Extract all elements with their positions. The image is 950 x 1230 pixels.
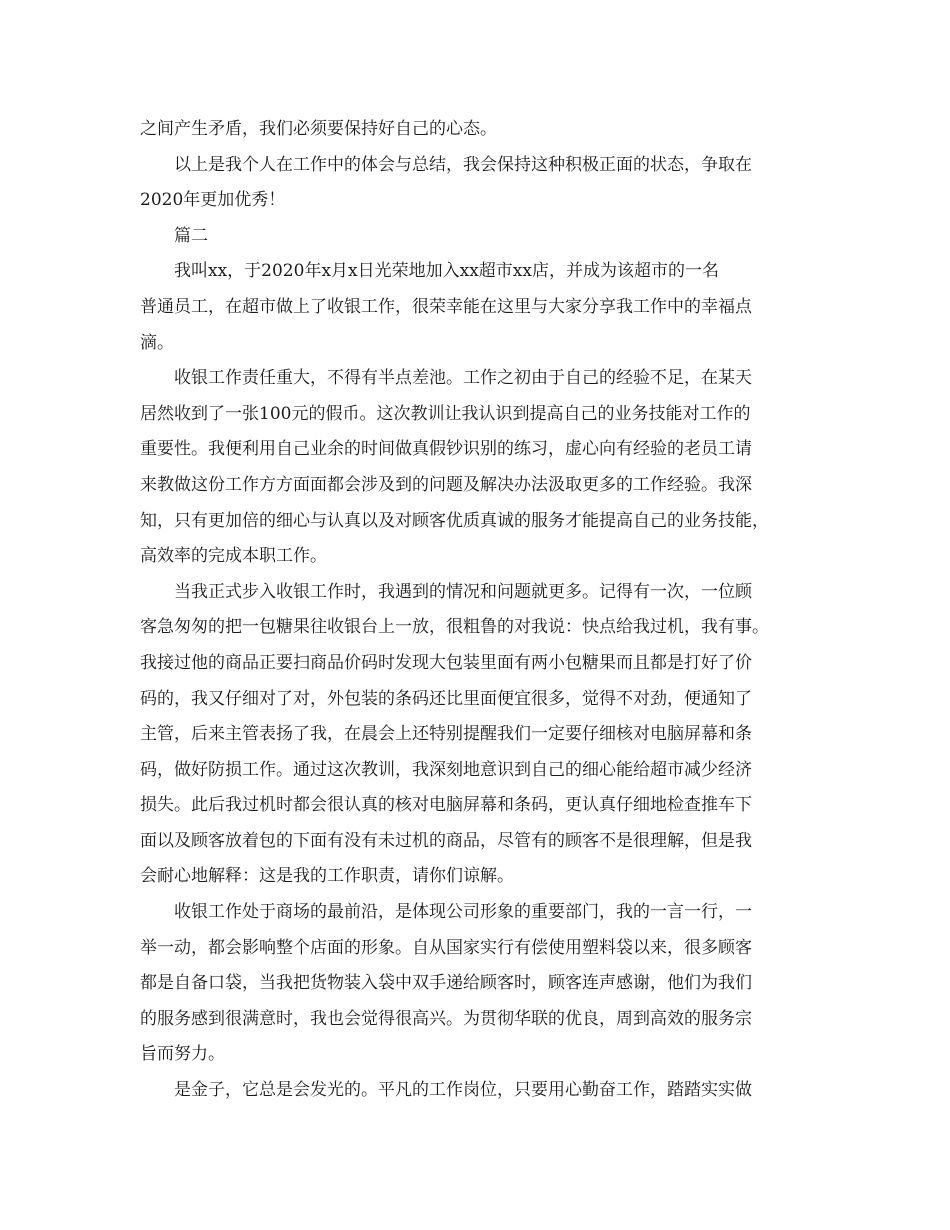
text-line: 居然收到了一张100元的假币。这次教训让我认识到提高自己的业务技能对工作的 [140, 403, 751, 424]
text-line: 重要性。我便利用自己业余的时间做真假钞识别的练习，虚心向有经验的老员工请 [140, 439, 752, 460]
paragraph-summary [140, 148, 820, 219]
text-line: 码的，我又仔细对了对，外包装的条码还比里面便宜很多，觉得不对劲，便通知了 [140, 688, 752, 709]
text-line: 我叫xx，于2020年x月x日光荣地加入xx超市xx店，并成为该超市的一名 [174, 261, 719, 282]
text-line: 知，只有更加倍的细心与认真以及对顾客优质真诚的服务才能提高自己的业务技能， [140, 510, 769, 531]
text-line: 我接过他的商品正要扫商品价码时发现大包装里面有两小包糖果而且都是打好了价 [140, 652, 752, 673]
text-line: 滴。 [140, 332, 174, 353]
text-line: 面以及顾客放着包的下面有没有未过机的商品，尽管有的顾客不是很理解，但是我 [140, 830, 752, 851]
text-line: 客急匆匆的把一包糖果往收银台上一放，很粗鲁的对我说：快点给我过机，我有事。 [140, 617, 769, 638]
text-line: 举一动，都会影响整个店面的形象。自从国家实行有偿使用塑料袋以来，很多顾客 [140, 937, 752, 958]
text-line: 主管，后来主管表扬了我，在晨会上还特别提醒我们一定要仔细核对电脑屏幕和条 [140, 724, 752, 745]
text-line: 以上是我个人在工作中的体会与总结，我会保持这种积极正面的状态，争取在 [174, 154, 752, 175]
paragraph-gold [140, 1073, 820, 1109]
text-line: 损失。此后我过机时都会很认真的核对电脑屏幕和条码，更认真仔细地检查推车下 [140, 795, 752, 816]
text-line: 高效率的完成本职工作。 [140, 546, 327, 567]
text-line: 会耐心地解释：这是我的工作职责，请你们谅解。 [140, 866, 514, 887]
paragraph-image [140, 895, 820, 1073]
text-line: 收银工作责任重大，不得有半点差池。工作之初由于自己的经验不足，在某天 [174, 368, 752, 389]
text-line: 收银工作处于商场的最前沿，是体现公司形象的重要部门，我的一言一行，一 [174, 902, 752, 923]
paragraph-responsibility [140, 361, 820, 575]
document-body [140, 112, 820, 1109]
text-line: 都是自备口袋，当我把货物装入袋中双手递给顾客时，顾客连声感谢，他们为我们 [140, 973, 752, 994]
text-line: 来教做这份工作方方面面都会涉及到的问题及解决办法汲取更多的工作经验。我深 [140, 474, 752, 495]
text-line: 的服务感到很满意时，我也会觉得很高兴。为贯彻华联的优良，周到高效的服务宗 [140, 1008, 752, 1029]
text-line: 旨而努力。 [140, 1044, 225, 1065]
paragraph-continuation [140, 112, 820, 148]
section-heading [140, 219, 820, 255]
text-line: 码，做好防损工作。通过这次教训，我深刻地意识到自己的细心能给超市减少经济 [140, 759, 752, 780]
text-line: 是金子，它总是会发光的。平凡的工作岗位，只要用心勤奋工作，踏踏实实做 [174, 1080, 752, 1101]
section-heading-text: 篇二 [174, 225, 208, 246]
text-line: 当我正式步入收银工作时，我遇到的情况和问题就更多。记得有一次，一位顾 [174, 581, 752, 602]
paragraph-intro [140, 254, 820, 361]
paragraph-incident [140, 575, 820, 895]
text-line: 之间产生矛盾，我们必须要保持好自己的心态。 [140, 119, 497, 139]
text-line: 2020年更加优秀！ [140, 190, 286, 211]
text-line: 普通员工，在超市做上了收银工作，很荣幸能在这里与大家分享我工作中的幸福点 [140, 296, 752, 317]
